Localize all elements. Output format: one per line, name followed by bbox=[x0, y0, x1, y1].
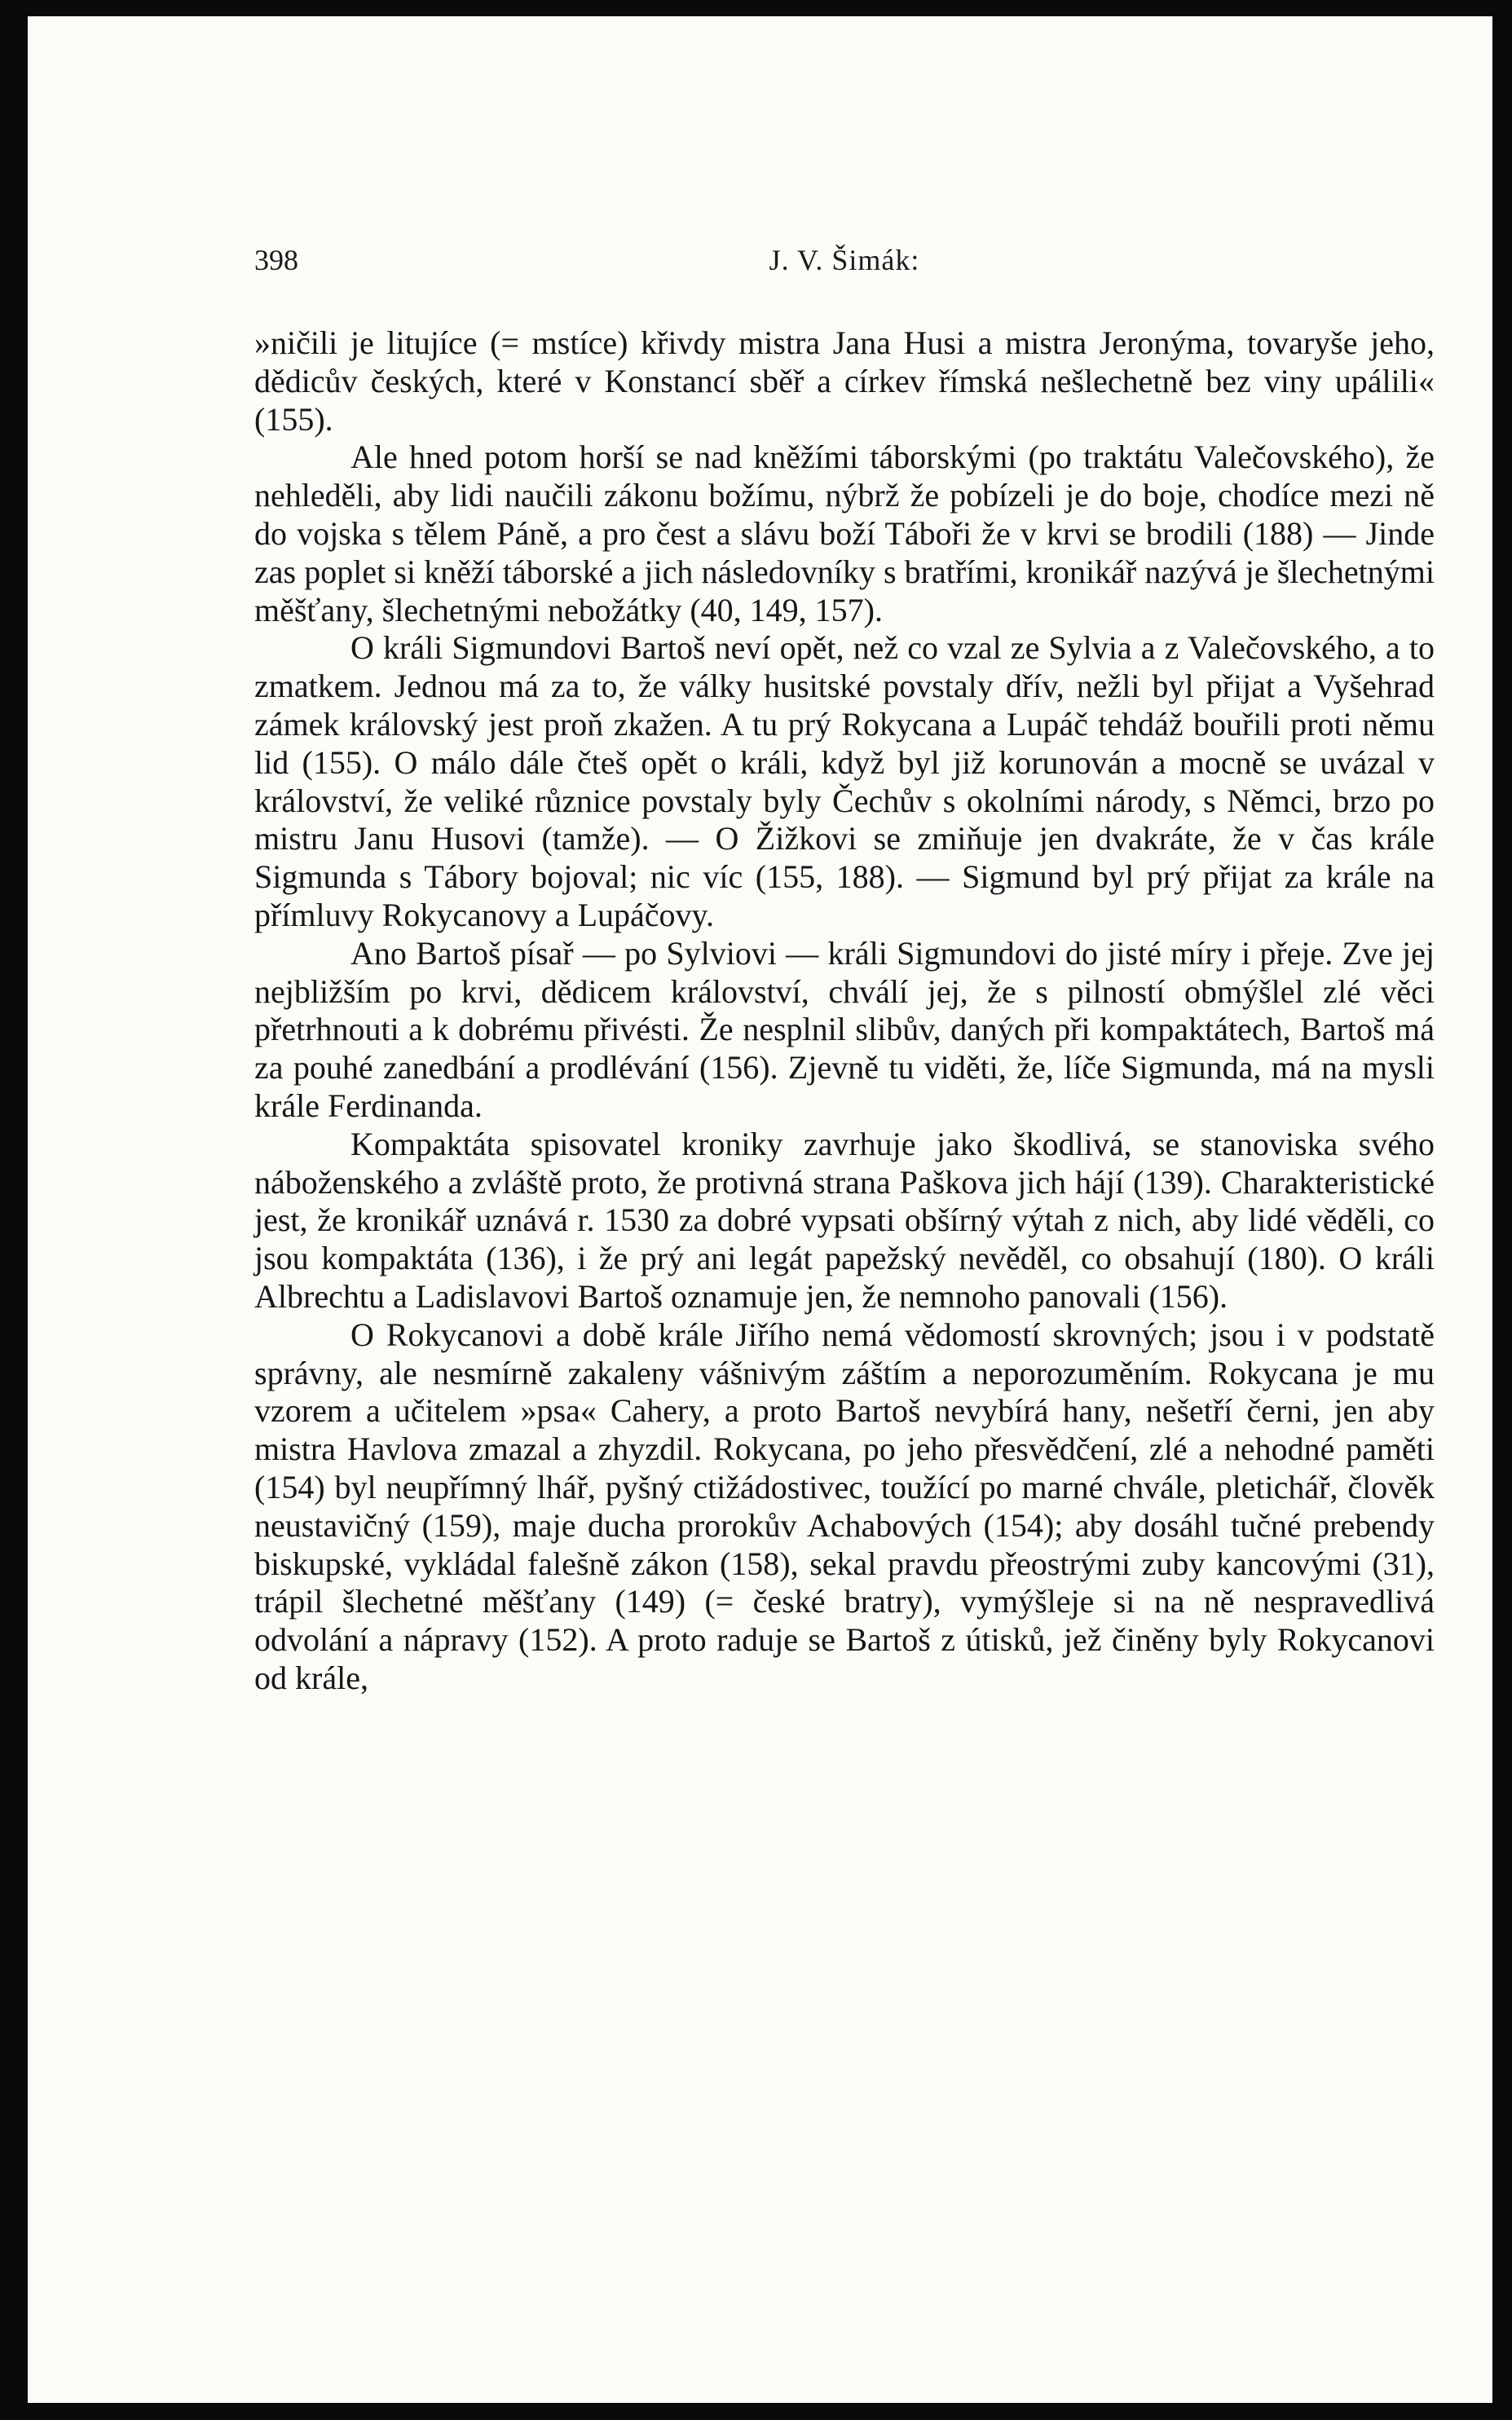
paragraph: »ničili je litujíce (= mstíce) křivdy mistra Jana Husi a mistra Jeronýma, tovaryše jeho, dědicův českých, které v Konstancí sběř a církev římská nešlechetně bez viny upálili« (155). bbox=[254, 324, 1435, 438]
paragraph: Ano Bartoš písař — po Sylviovi — králi Sigmundovi do jisté míry i přeje. Zve jej nejbližším po krvi, dědicem království, chválí jej, že s pilností obmýšlel zlé věci přetrhnouti a k dobrému přivésti. Že nesplnil slibův, daných při kompaktátech, Bartoš má za pouhé zanedbání a prodlévání (156). Zjevně tu viděti, že, líče Sigmunda, má na mysli krále Ferdinanda. bbox=[254, 934, 1435, 1124]
paragraph: O králi Sigmundovi Bartoš neví opět, než co vzal ze Sylvia a z Valečovského, a to zmatkem. Jednou má za to, že války husitské povstaly dřív, nežli byl přijat a Vyšehrad zámek královský jest proň zkažen. A tu prý Rokycana a Lupáč tehdáž bouřili proti němu lid (155). O málo dále čteš opět o králi, když byl již korunován a mocně se uvázal v království, že veliké různice povstaly byly Čechův s okolními národy, s Němci, brzo po mistru Janu Husovi (tamže). — O Žižkovi se zmiňuje jen dvakráte, že v čas krále Sigmunda s Tábory bojoval; nic víc (155, 188). — Sigmund byl prý přijat za krále na přímluvy Rokycanovy a Lupáčovy. bbox=[254, 629, 1435, 933]
body-text bbox=[254, 324, 1435, 1698]
running-head: J. V. Šimák: bbox=[769, 244, 920, 276]
paragraph: Ale hned potom horší se nad kněžími táborskými (po traktátu Valečovského), že nehleděli, aby lidi naučili zákonu božímu, nýbrž že pobízeli je do boje, chodíce mezi ně do vojska s tělem Páně, a pro čest a slávu boží Táboři že v krvi se brodili (188) — Jinde zas poplet si kněží táborské a jich následovníky s bratřími, kronikář nazývá je šlechetnými měšťany, šlechetnými nebožátky (40, 149, 157). bbox=[254, 439, 1435, 628]
paragraph: O Rokycanovi a době krále Jiřího nemá vědomostí skrovných; jsou i v podstatě správny, ale nesmírně zakaleny vášnivým záštím a neporozuměním. Rokycana je mu vzorem a učitelem »psa« Cahery, a proto Bartoš nevybírá hany, nešetří černi, jen aby mistra Havlova zmazal a zhyzdil. Rokycana, po jeho přesvědčení, zlé a nehodné paměti (154) byl neupřímný lhář, pyšný ctižádostivec, toužící po marné chvále, pletichář, člověk neustavičný (159), maje ducha prorokův Achabových (154); aby dosáhl tučné prebendy biskupské, vykládal falešně zákon (158), sekal pravdu přeostrými zuby kancovými (31), trápil šlechetné měšťany (149) (= české bratry), vymýšleje si na ně nespravedlivá odvolání a nápravy (152). A proto raduje se Bartoš z útisků, jež činěny byly Rokycanovi od krále, bbox=[254, 1316, 1435, 1696]
page-number: 398 bbox=[254, 244, 298, 276]
paragraph: Kompaktáta spisovatel kroniky zavrhuje jako škodlivá, se stanoviska svého náboženského a zvláště proto, že protivná strana Paškova jich hájí (139). Charakteristické jest, že kronikář uznává r. 1530 za dobré vypsati obšírný výtah z nich, aby lidé věděli, co jsou kompaktáta (136), i že prý ani legát papežský nevěděl, co obsahují (180). O králi Albrechtu a Ladislavovi Bartoš oznamuje jen, že nemnoho panovali (156). bbox=[254, 1125, 1435, 1315]
book-page bbox=[28, 16, 1492, 2403]
page-header bbox=[254, 243, 1435, 292]
